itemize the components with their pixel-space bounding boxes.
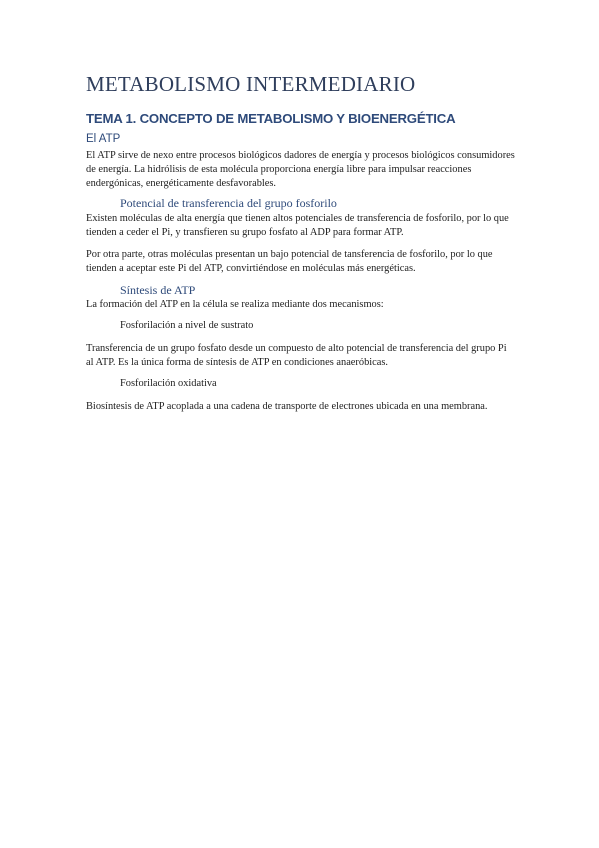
paragraph-alta-energia: Existen moléculas de alta energía que tienen altos potenciales de transferencia de fosforilo, por lo que tienden a ceder el Pi, y transfieren su grupo fosfato al ADP para formar ATP. bbox=[86, 213, 509, 238]
paragraph-atp: El ATP sirve de nexo entre procesos biológicos dadores de energía y procesos biológicos consumidores de energía. La hidrólisis de esta molécula proporciona energía libre para impulsar reacciones endergónicas, energéticamente desfavorables. bbox=[86, 150, 515, 189]
paragraph-formacion: La formación del ATP en la célula se realiza mediante dos mecanismos: bbox=[86, 299, 384, 310]
tema-heading: TEMA 1. CONCEPTO DE METABOLISMO Y BIOENERGÉTICA bbox=[86, 111, 456, 126]
paragraph-bajo-potencial: Por otra parte, otras moléculas presentan un bajo potencial de tansferencia de fosforilo, por lo que tienden a aceptar este Pi del ATP, convirtiéndose en moléculas más energéticas. bbox=[86, 249, 493, 274]
paragraph-oxidativa: Biosíntesis de ATP acoplada a una cadena de transporte de electrones ubicada en una membrana. bbox=[86, 401, 488, 412]
mechanism-title-sustrato: Fosforilación a nivel de sustrato bbox=[120, 320, 254, 331]
subheading-potencial: Potencial de transferencia del grupo fosforilo bbox=[120, 196, 337, 210]
section-heading-atp: El ATP bbox=[86, 133, 121, 145]
paragraph-sustrato: Transferencia de un grupo fosfato desde un compuesto de alto potencial de transferencia del grupo Pi al ATP. Es la única forma de síntesis de ATP en condiciones anaeróbicas. bbox=[86, 343, 507, 368]
mechanism-title-oxidativa: Fosforilación oxidativa bbox=[120, 378, 217, 389]
subheading-sintesis: Síntesis de ATP bbox=[120, 283, 196, 297]
document-title: METABOLISMO INTERMEDIARIO bbox=[86, 72, 416, 96]
